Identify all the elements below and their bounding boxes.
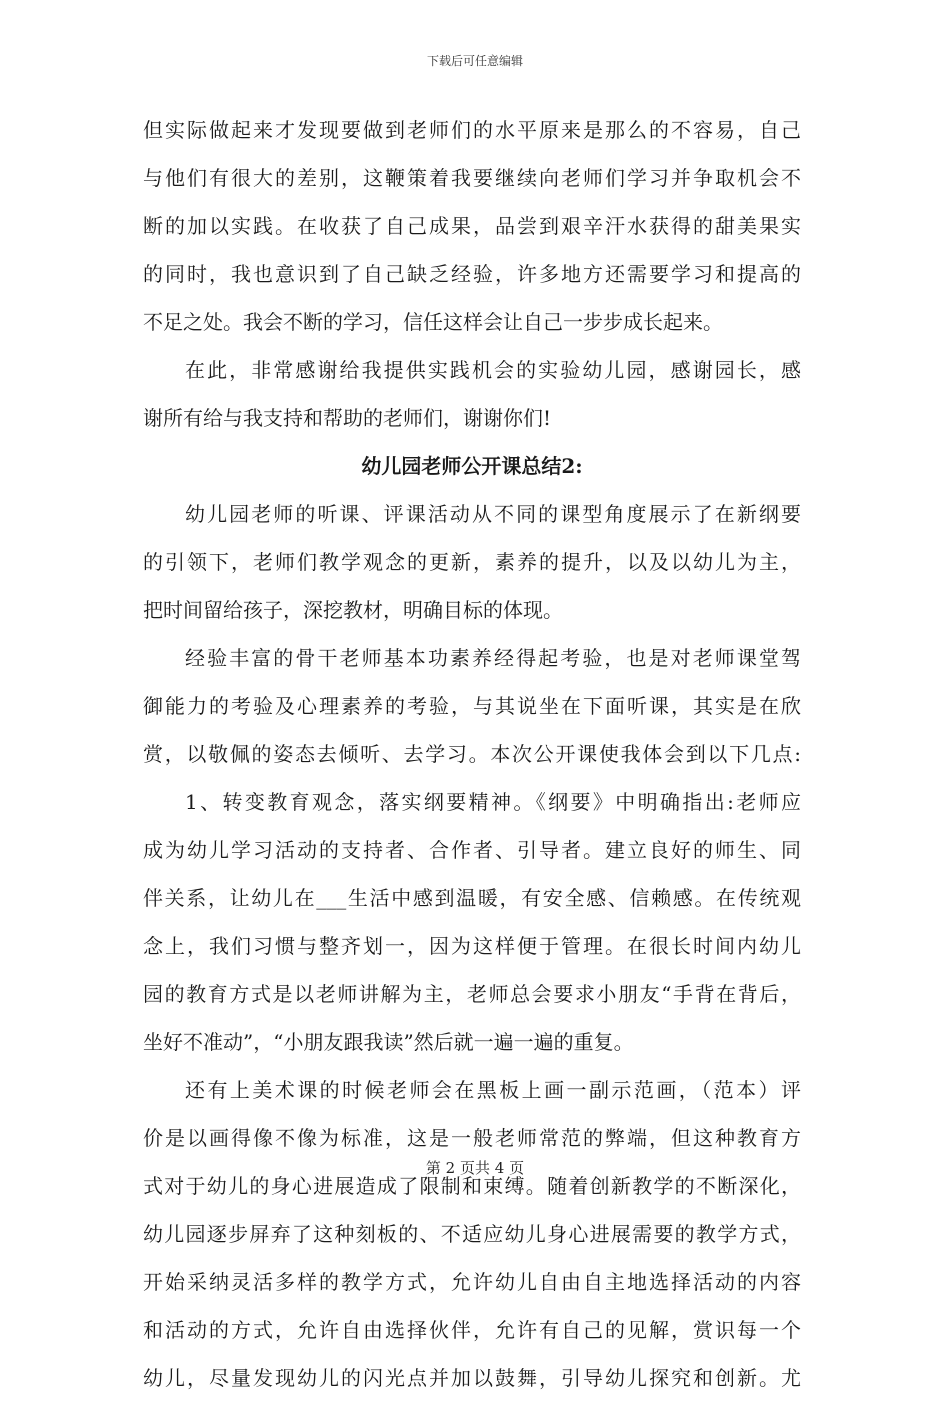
text-line: 经验丰富的骨干老师基本功素养经得起考验，也是对老师课堂驾 <box>185 646 801 670</box>
text-line: 谢所有给与我支持和帮助的老师们，谢谢你们! <box>143 406 552 430</box>
page-footer: 第 2 页共 4 页 <box>425 1159 525 1177</box>
text-line: 成为幼儿学习活动的支持者、合作者、引导者。建立良好的师生、同 <box>143 838 801 862</box>
page-header: 下载后可任意编辑 <box>426 54 523 68</box>
text-line: 不足之处。我会不断的学习，信任这样会让自己一步步成长起来。 <box>143 310 723 334</box>
text-line: 幼儿，尽量发现幼儿的闪光点并加以鼓舞，引导幼儿探究和创新。尤 <box>143 1366 801 1390</box>
text-line: 的引领下，老师们教学观念的更新，素养的提升，以及以幼儿为主， <box>143 550 801 574</box>
text-line: 幼儿园老师的听课、评课活动从不同的课型角度展示了在新纲要 <box>185 502 801 526</box>
section-heading: 幼儿园老师公开课总结2: <box>361 454 583 478</box>
text-line: 和活动的方式，允许自由选择伙伴，允许有自己的见解，赏识每一个 <box>143 1318 801 1342</box>
text-line: 的同时，我也意识到了自己缺乏经验，许多地方还需要学习和提高的 <box>143 262 801 286</box>
text-line: 赏，以敬佩的姿态去倾听、去学习。本次公开课使我体会到以下几点: <box>143 742 801 766</box>
text-line: 御能力的考验及心理素养的考验，与其说坐在下面听课，其实是在欣 <box>143 694 801 718</box>
text-line: 伴关系，让幼儿在___生活中感到温暖，有安全感、信赖感。在传统观 <box>143 886 801 910</box>
text-line: 断的加以实践。在收获了自己成果，品尝到艰辛汗水获得的甜美果实 <box>143 214 801 238</box>
text-line: 把时间留给孩子，深挖教材，明确目标的体现。 <box>143 598 563 622</box>
text-line: 但实际做起来才发现要做到老师们的水平原来是那么的不容易，自己 <box>143 118 801 142</box>
text-line: 园的教育方式是以老师讲解为主，老师总会要求小朋友“手背在背后， <box>143 982 801 1006</box>
text-line: 在此，非常感谢给我提供实践机会的实验幼儿园，感谢园长，感 <box>185 358 801 382</box>
text-line: 念上，我们习惯与整齐划一，因为这样便于管理。在很长时间内幼儿 <box>143 934 801 958</box>
text-line: 还有上美术课的时候老师会在黑板上画一副示范画，（范本）评 <box>185 1078 801 1102</box>
text-line: 价是以画得像不像为标准，这是一般老师常范的弊端，但这种教育方 <box>143 1126 801 1150</box>
document-body <box>143 106 801 1402</box>
text-line: 坐好不准动”，“小朋友跟我读”然后就一遍一遍的重复。 <box>143 1030 634 1054</box>
text-line: 1、转变教育观念，落实纲要精神。《纲要》中明确指出:老师应 <box>185 790 801 814</box>
text-line: 开始采纳灵活多样的教学方式，允许幼儿自由自主地选择活动的内容 <box>143 1270 801 1294</box>
text-line: 幼儿园逐步屏弃了这种刻板的、不适应幼儿身心进展需要的教学方式， <box>143 1222 801 1246</box>
text-line: 式对于幼儿的身心进展造成了限制和束缚。随着创新教学的不断深化， <box>143 1174 801 1198</box>
text-line: 与他们有很大的差别，这鞭策着我要继续向老师们学习并争取机会不 <box>143 166 801 190</box>
